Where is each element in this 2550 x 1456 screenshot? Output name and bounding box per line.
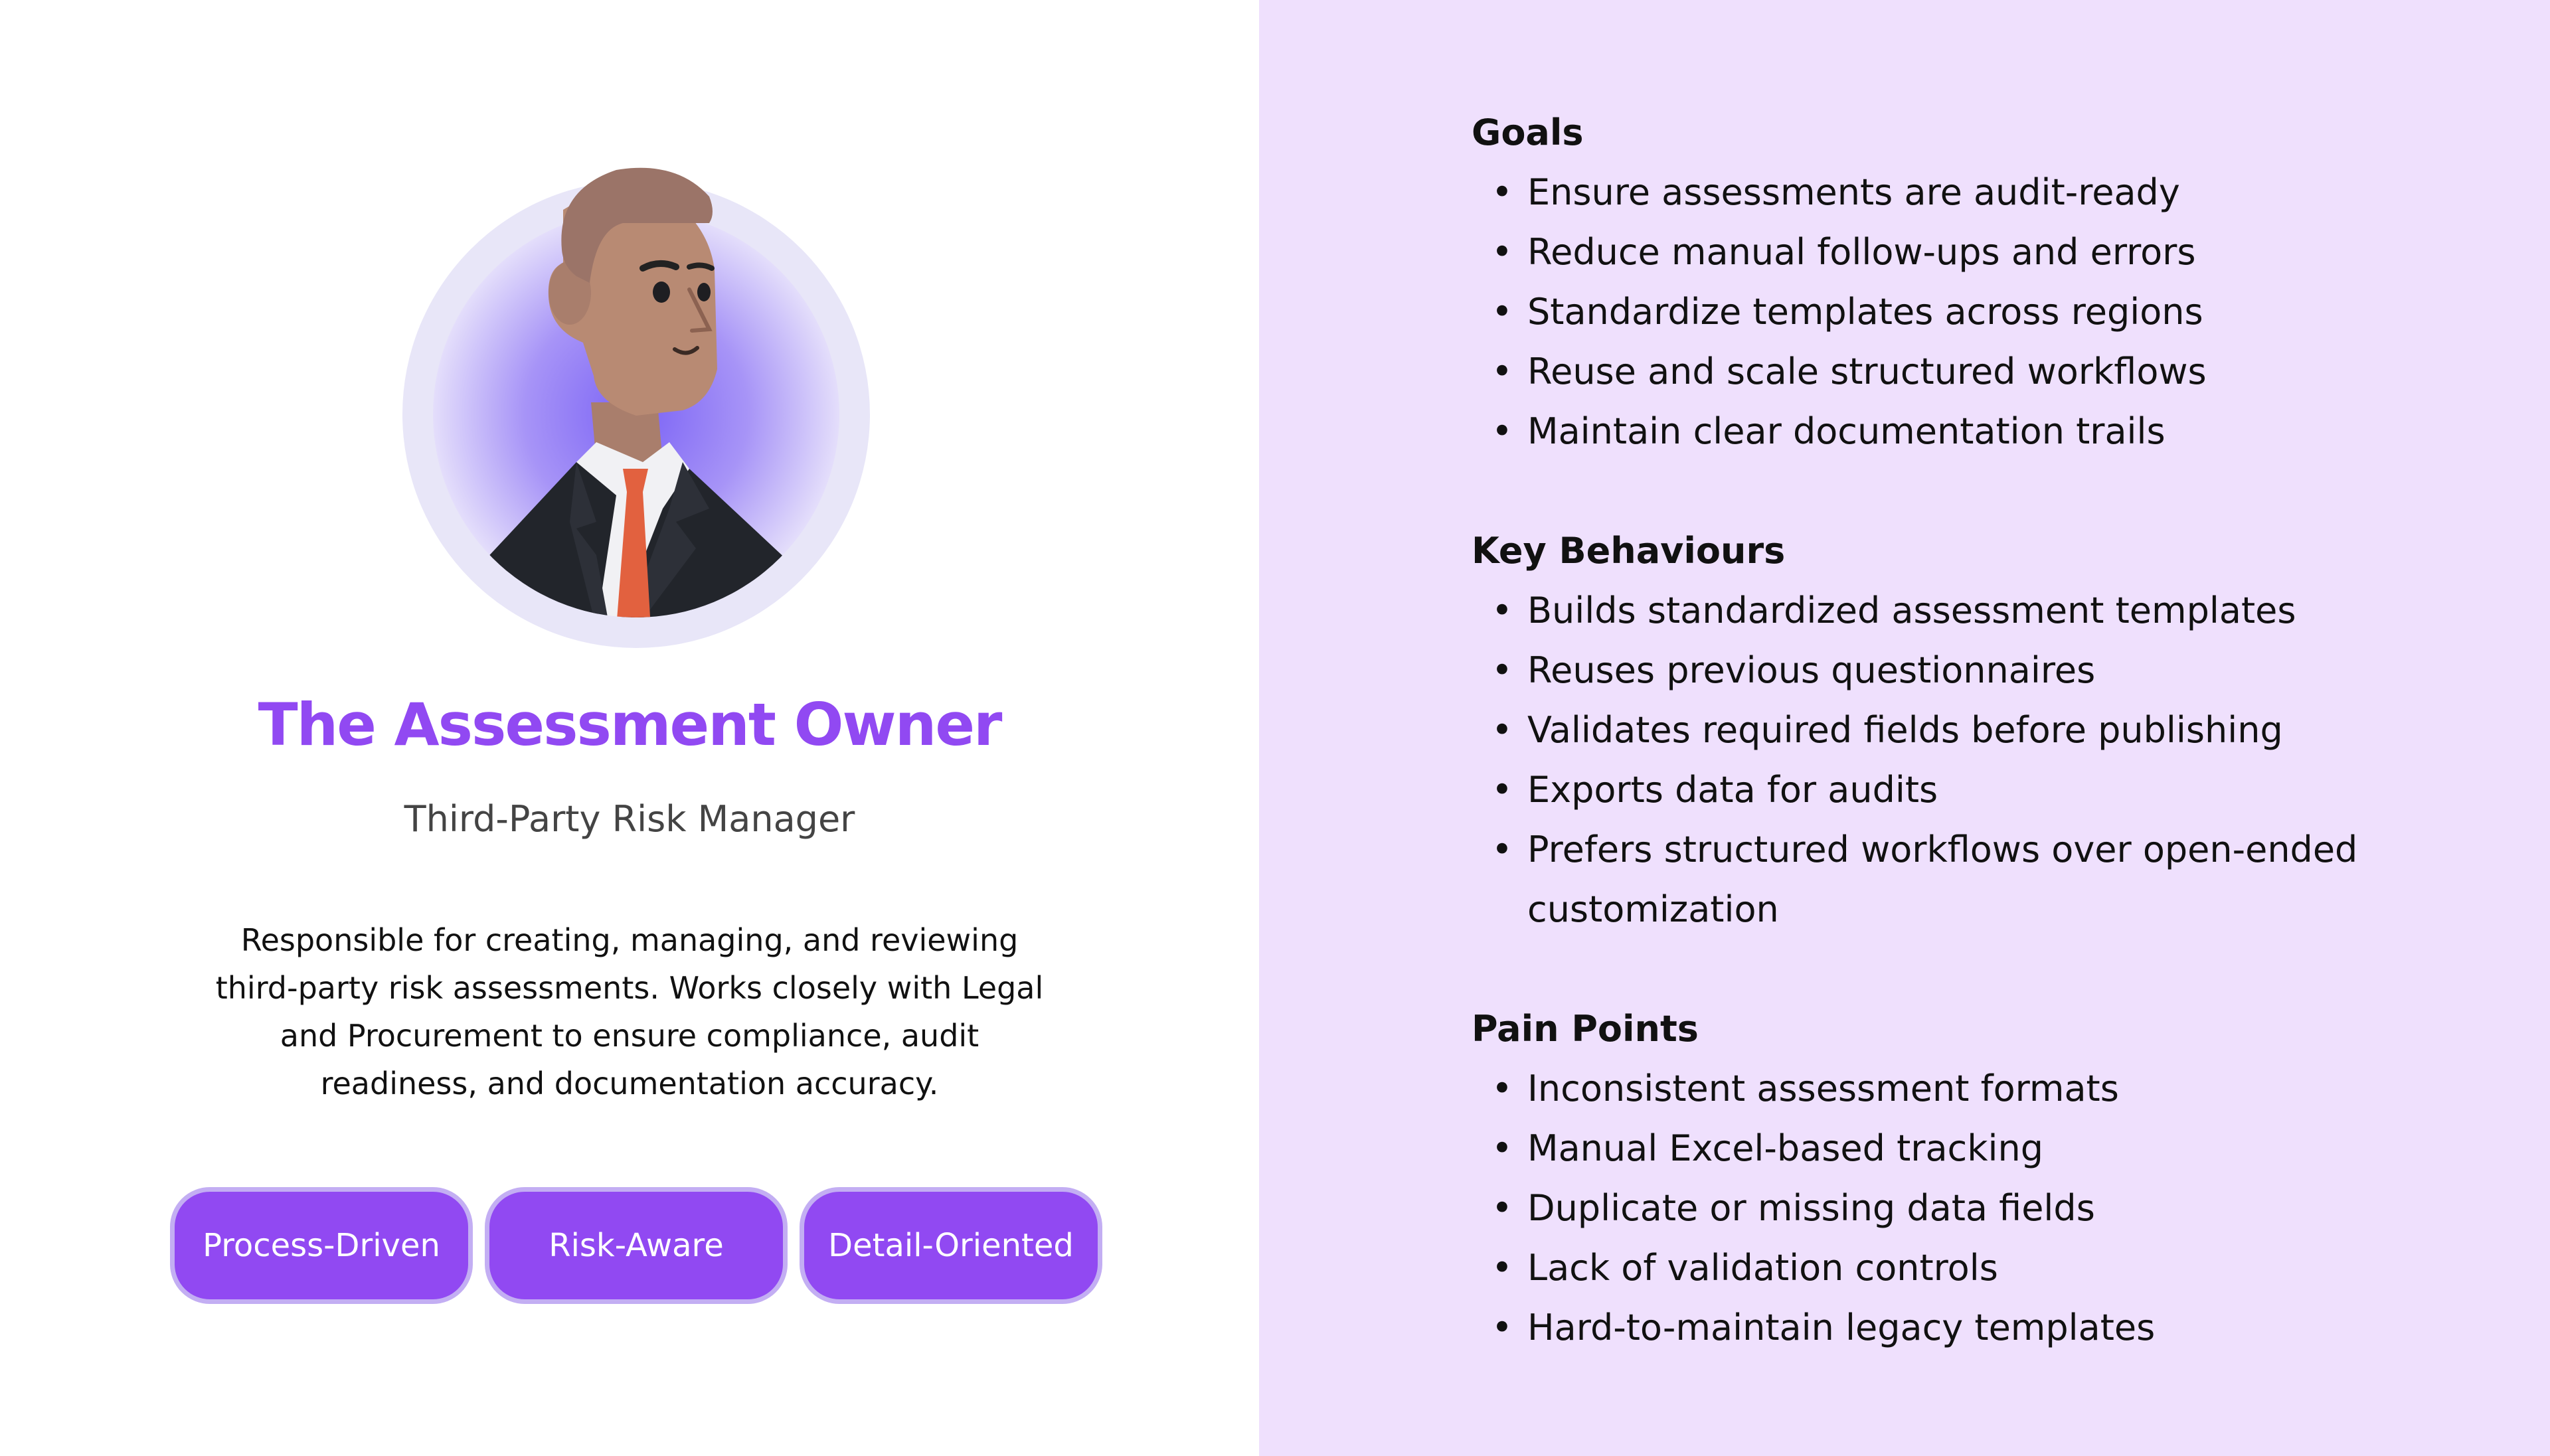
- behaviour-text: Exports data for audits: [1527, 769, 1938, 811]
- goals-section: [1472, 103, 2468, 461]
- list-item: [1472, 1059, 2468, 1119]
- businessman-avatar-icon: [397, 150, 875, 655]
- persona-description: Responsible for creating, managing, and reviewing third-party risk assessments. Works closely with Legal and Procurement to ensure compliance, audit readiness, and documentation accuracy.: [215, 922, 1044, 1101]
- behaviour-text: Builds standardized assessment templates: [1527, 590, 2296, 631]
- list-item: [1472, 1238, 2468, 1298]
- goals-list: [1472, 163, 2468, 461]
- bullet-icon: •: [1491, 1307, 1513, 1348]
- bullet-icon: •: [1491, 1187, 1513, 1229]
- pain-point-text: Inconsistent assessment formats: [1527, 1068, 2119, 1109]
- list-item: [1472, 222, 2468, 282]
- list-item: [1472, 700, 2468, 760]
- bullet-icon: •: [1491, 590, 1513, 631]
- persona-role: Third-Party Risk Manager: [404, 798, 855, 840]
- list-item: [1472, 282, 2468, 342]
- bullet-icon: •: [1491, 291, 1513, 333]
- list-item: [1472, 1178, 2468, 1238]
- bullet-icon: •: [1491, 829, 1513, 870]
- behaviour-text: Reuses previous questionnaires: [1527, 649, 2096, 691]
- list-item: [1472, 1119, 2468, 1178]
- pain-points-list: [1472, 1059, 2468, 1358]
- bullet-icon: •: [1491, 1068, 1513, 1109]
- bullet-icon: •: [1491, 231, 1513, 273]
- goal-text: Maintain clear documentation trails: [1527, 410, 2166, 452]
- bullet-icon: •: [1491, 410, 1513, 452]
- list-item: [1472, 820, 2457, 939]
- list-item: [1472, 581, 2468, 641]
- behaviours-list: [1472, 581, 2468, 939]
- goal-text: Reduce manual follow-ups and errors: [1527, 231, 2196, 273]
- persona-panel: [0, 0, 1259, 1456]
- list-item: [1472, 163, 2468, 222]
- goals-heading: Goals: [1472, 112, 1584, 153]
- bullet-icon: •: [1491, 709, 1513, 751]
- bullet-icon: •: [1491, 171, 1513, 213]
- behaviours-section: [1472, 521, 2468, 939]
- list-item: [1472, 760, 2468, 820]
- pain-point-text: Manual Excel-based tracking: [1527, 1127, 2044, 1169]
- goal-text: Ensure assessments are audit-ready: [1527, 171, 2180, 213]
- bullet-icon: •: [1491, 769, 1513, 811]
- trait-tags: [170, 1187, 1102, 1304]
- behaviour-text: Validates required fields before publishing: [1527, 709, 2283, 751]
- goal-text: Reuse and scale structured workflows: [1527, 351, 2207, 392]
- bullet-icon: •: [1491, 1127, 1513, 1169]
- bullet-icon: •: [1491, 649, 1513, 691]
- behaviour-text: Prefers structured workflows over open-ended customization: [1527, 829, 2358, 930]
- list-item: [1472, 1298, 2468, 1358]
- behaviours-heading: Key Behaviours: [1472, 530, 1786, 572]
- pain-point-text: Duplicate or missing data fields: [1527, 1187, 2095, 1229]
- pain-point-text: Lack of validation controls: [1527, 1247, 1998, 1289]
- tag-detail-oriented[interactable]: Detail-Oriented: [800, 1187, 1102, 1304]
- pain-points-section: [1472, 999, 2468, 1358]
- pain-points-heading: Pain Points: [1472, 1008, 1699, 1050]
- goal-text: Standardize templates across regions: [1527, 291, 2203, 333]
- bullet-icon: •: [1491, 1247, 1513, 1289]
- pain-point-text: Hard-to-maintain legacy templates: [1527, 1307, 2156, 1348]
- tag-process-driven[interactable]: Process-Driven: [170, 1187, 473, 1304]
- list-item: [1472, 402, 2468, 461]
- tag-risk-aware[interactable]: Risk-Aware: [485, 1187, 788, 1304]
- persona-title: The Assessment Owner: [258, 690, 1001, 759]
- bullet-icon: •: [1491, 351, 1513, 392]
- list-item: [1472, 641, 2468, 700]
- list-item: [1472, 342, 2468, 402]
